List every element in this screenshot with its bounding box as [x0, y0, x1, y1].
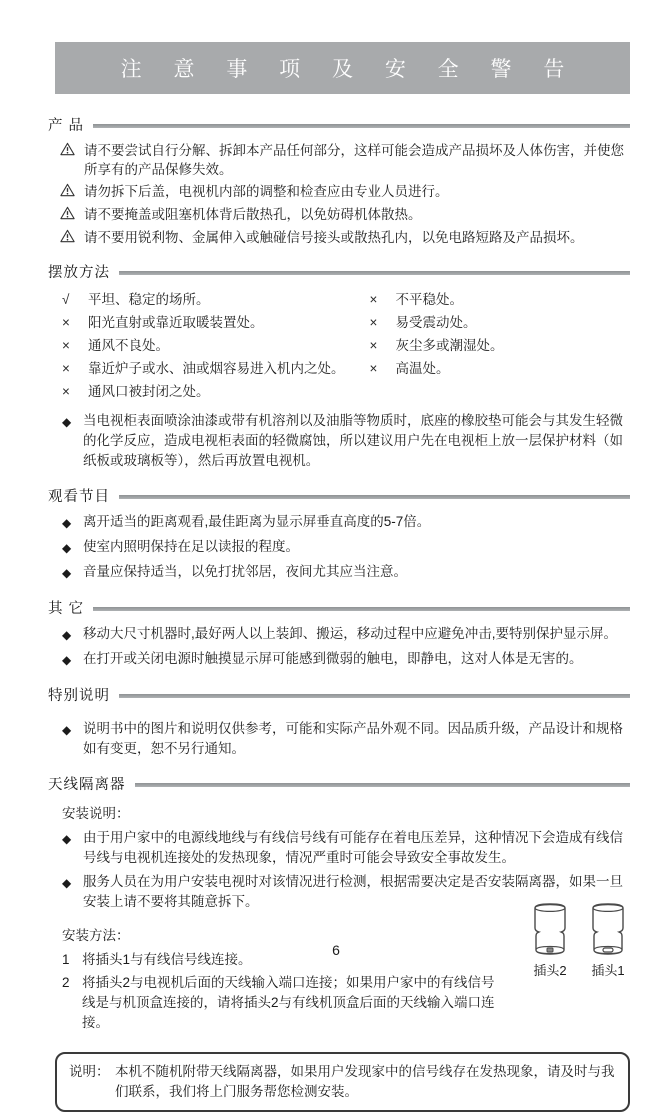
- antenna-note-text: 由于用户家中的电源线地线与有线信号线有可能存在着电压差异，这种情况下会造成有线信号线与电视机连接处的发热现象，情况严重时可能会导致安全事故发生。: [83, 830, 623, 865]
- warning-text: 请不要用锐利物、金属伸入或触碰信号接头或散热孔内，以免电路短路及产品损坏。: [84, 230, 584, 245]
- diamond-bullet-icon: ◆: [62, 566, 72, 580]
- warning-triangle-icon: [60, 182, 75, 202]
- step-number: 1: [62, 952, 70, 967]
- placement-item: [62, 380, 369, 403]
- plug-1-figure: [586, 902, 630, 979]
- warning-triangle-icon: [60, 228, 75, 248]
- placement-item: [62, 334, 369, 357]
- cross-mark: ×: [369, 315, 378, 330]
- placement-text: 不平稳处。: [395, 292, 463, 307]
- placement-text: 通风口被封闭之处。: [88, 384, 210, 399]
- section-title: 特别说明: [48, 688, 110, 704]
- section-heading-product: [48, 114, 630, 135]
- section-heading-special: [48, 684, 630, 705]
- placement-text: 通风不良处。: [88, 338, 169, 353]
- warning-triangle-icon: [60, 141, 75, 179]
- section-title: 天线隔离器: [48, 777, 126, 793]
- section-rule: [135, 783, 631, 787]
- section-heading-antenna: [48, 773, 630, 794]
- placement-text: 靠近炉子或水、油或烟容易进入机内之处。: [88, 361, 345, 376]
- diamond-bullet-icon: ◆: [62, 653, 72, 667]
- special-item: [48, 719, 630, 759]
- warning-text: 请不要掩盖或阻塞机体背后散热孔，以免妨碍机体散热。: [84, 207, 422, 222]
- warning-item: [48, 141, 630, 179]
- diamond-bullet-icon: ◆: [62, 723, 72, 737]
- warning-text: 请不要尝试自行分解、拆卸本产品任何部分，这样可能会造成产品损坏及人体伤害，并使您所享有的产品保修失效。: [84, 143, 624, 177]
- step-number: 2: [62, 975, 70, 990]
- placement-left-column: [62, 288, 369, 403]
- page-number: 6: [332, 942, 340, 958]
- diamond-bullet-icon: ◆: [62, 876, 72, 890]
- diamond-bullet-icon: ◆: [62, 832, 72, 846]
- diamond-bullet-icon: ◆: [62, 415, 72, 429]
- note-box-text: 本机不随机附带天线隔离器，如果用户发现家中的信号线存在发热现象，请及时与我们联系，我们将上门服务帮您检测安装。: [115, 1064, 615, 1099]
- warning-item: [48, 228, 630, 248]
- section-rule: [93, 607, 630, 611]
- page-title: 注 意 事 项 及 安 全 警 告: [55, 42, 630, 94]
- placement-columns: [48, 288, 630, 403]
- placement-item: [62, 288, 369, 311]
- placement-text: 平坦、稳定的场所。: [88, 292, 210, 307]
- section-title: 观看节目: [48, 489, 110, 505]
- plug-1-label: 插头1: [591, 963, 625, 978]
- other-text: 在打开或关闭电源时触摸显示屏可能感到微弱的触电，即静电，这对人体是无害的。: [83, 651, 583, 666]
- viewing-item: [48, 562, 630, 583]
- placement-item: [369, 311, 630, 334]
- placement-item: [369, 288, 630, 311]
- warning-item: [48, 205, 630, 225]
- diamond-bullet-icon: ◆: [62, 541, 72, 555]
- cross-mark: ×: [62, 384, 70, 399]
- placement-text: 灰尘多或潮湿处。: [395, 338, 504, 353]
- section-title: 摆放方法: [48, 265, 110, 281]
- viewing-text: 使室内照明保持在足以读报的程度。: [83, 539, 299, 554]
- plug-illustrations: [502, 902, 630, 979]
- placement-right-column: [369, 288, 630, 403]
- section-heading-viewing: [48, 485, 630, 506]
- diamond-bullet-icon: ◆: [62, 628, 72, 642]
- section-title: 产 品: [48, 118, 85, 134]
- note-text: 当电视柜表面喷涂油漆或带有机溶剂以及油脂等物质时，底座的橡胶垫可能会与其发生轻微的化学反应，造成电视柜表面的轻微腐蚀，所以建议用户先在电视柜上放一层保护材料（如纸板或玻璃板等），然后再放置电视机。: [83, 413, 623, 468]
- plug-2-label: 插头2: [533, 963, 567, 978]
- placement-item: [369, 357, 630, 380]
- section-rule: [119, 495, 630, 499]
- placement-text: 易受震动处。: [395, 315, 477, 330]
- warning-triangle-icon: [60, 205, 75, 225]
- viewing-item: [48, 537, 630, 558]
- install-step: [48, 973, 502, 1033]
- step-text: 将插头1与有线信号线连接。: [82, 952, 252, 967]
- viewing-text: 音量应保持适当，以免打扰邻居，夜间尤其应当注意。: [83, 564, 407, 579]
- viewing-item: [48, 512, 630, 533]
- step-text: 将插头2与电视机后面的天线输入端口连接；如果用户家中的有线信号线是与机顶盒连接的，请将插头2与有线机顶盒后面的天线输入端口连接。: [82, 975, 495, 1030]
- viewing-text: 离开适当的距离观看,最佳距离为显示屏垂直高度的5-7倍。: [83, 514, 431, 529]
- antenna-note-text: 服务人员在为用户安装电视时对该情况进行检测，根据需要决定是否安装隔离器，如果一旦安装上请不要将其随意拆下。: [83, 874, 623, 909]
- placement-text: 高温处。: [395, 361, 450, 376]
- cross-mark: ×: [62, 361, 70, 376]
- cross-mark: ×: [369, 361, 378, 376]
- other-item: [48, 649, 630, 670]
- placement-note: [48, 411, 630, 471]
- cross-mark: ×: [369, 338, 378, 353]
- cross-mark: ×: [62, 338, 70, 353]
- cross-mark: ×: [369, 292, 378, 307]
- section-rule: [93, 124, 630, 128]
- placement-item: [62, 357, 369, 380]
- placement-text: 阳光直射或靠近取暖装置处。: [88, 315, 264, 330]
- install-notes-label: 安装说明：: [62, 806, 130, 821]
- check-mark: √: [62, 292, 70, 307]
- install-method-label: 安装方法：: [62, 928, 130, 943]
- warning-item: [48, 182, 630, 202]
- section-rule: [119, 271, 630, 275]
- special-text: 说明书中的图片和说明仅供参考，可能和实际产品外观不同。因品质升级，产品设计和规格如有变更，恕不另行通知。: [83, 721, 623, 756]
- cross-mark: ×: [62, 315, 70, 330]
- install-steps: [48, 916, 502, 1036]
- section-rule: [119, 694, 630, 698]
- section-title: 其 它: [48, 601, 85, 617]
- section-heading-placement: [48, 261, 630, 282]
- install-method-row: [48, 916, 630, 1036]
- other-item: [48, 624, 630, 645]
- placement-item: [369, 334, 630, 357]
- antenna-note-item: [48, 828, 630, 868]
- warning-text: 请勿拆下后盖，电视机内部的调整和检查应由专业人员进行。: [84, 184, 449, 199]
- placement-item: [62, 311, 369, 334]
- section-heading-other: [48, 597, 630, 618]
- diamond-bullet-icon: ◆: [62, 516, 72, 530]
- other-text: 移动大尺寸机器时,最好两人以上装卸、搬运，移动过程中应避免冲击,要特别保护显示屏。: [83, 626, 618, 641]
- plug-2-figure: [528, 902, 572, 979]
- service-note-box: [55, 1052, 630, 1112]
- note-box-label: 说明：: [69, 1064, 110, 1079]
